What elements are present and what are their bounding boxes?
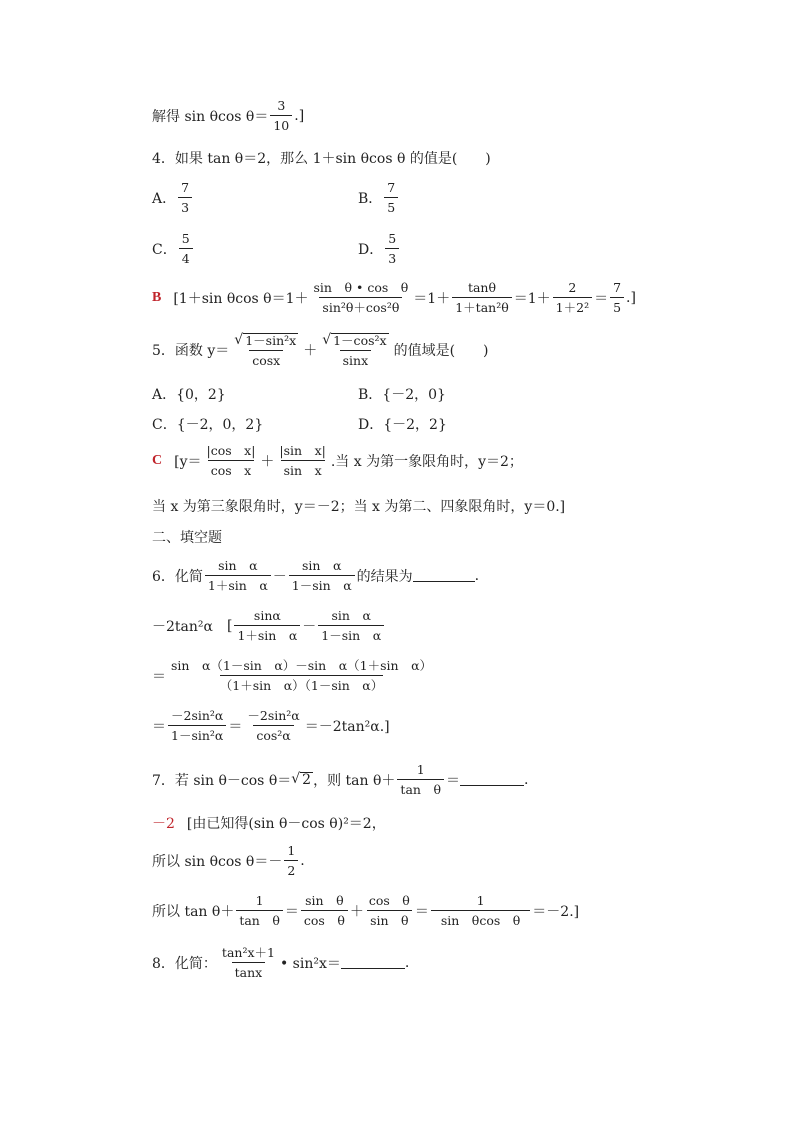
option-c: C． $\frac{5}{4}$ [152,231,195,266]
option-b: B．{－2，0} [358,387,446,403]
answer-letter: C [152,452,163,468]
question-6-step2: ＝ $\frac{\text{sin α（1－sin α）－sin α（1＋sin α）}}{\text{（1＋sin α）（1－sin α）}}$ [152,658,433,693]
question-4-solution: B [1＋sin θcos θ＝1＋ $\frac{\text{sin θ • cos θ}}{\text{sin²θ＋cos²θ}}$ ＝1＋ $\frac{\tan\theta}{\text{1＋tan²θ}}$ ＝1＋ $\frac{2}{\text{1＋2²}}$ ＝ $\frac{7}{5}$ .] [152,280,636,315]
option-b: B． $\frac{7}{5}$ [358,180,400,215]
question-7-step3: 所以 tan θ＋ $\frac{1}{\text{tan θ}}$ ＝ $\frac{\text{sin θ}}{\text{cos θ}}$ ＋ $\frac{\text{cos θ}}{\text{sin θ}}$ ＝ $\frac{1}{\text{sin θcos θ}}$ ＝－2.] [152,893,580,928]
question-8-stem: 8．化简： $\frac{\text{tan²x＋1}}{\tan x}$ • sin²x＝ . [152,945,410,980]
sqrt: √ 2 [291,771,312,788]
question-5-stem: 5．函数 y＝ √ 1－sin²x cosx ＋ √ 1－cos²x sinx 的值域是( ) [152,332,489,368]
option-d: D．{－2，2} [358,417,447,433]
question-7-solution: －2 [由已知得(sin θ－cos θ)²＝2， [152,813,386,833]
question-6-solution: －2tan²α [ $\frac{\sin\alpha}{\text{1＋sin α}}$ － $\frac{\text{sin α}}{\text{1－sin α}}$ [152,608,386,643]
question-6-step3: ＝ $\frac{\text{－2sin²α}}{\text{1－sin²α}}$ ＝ $\frac{\text{－2sin²α}}{\text{cos²α}}$ ＝－2tan²α.] [152,708,390,743]
question-7-step2: 所以 sin θcos θ＝－ $\frac{1}{2}$ . [152,843,305,878]
answer-blank [413,569,475,582]
option-a: A． $\frac{7}{3}$ [152,180,194,215]
question-6-stem: 6．化简 $\frac{\text{sin α}}{\text{1＋sin α}}$ － $\frac{\text{sin α}}{\text{1－sin α}}$ 的结果为 . [152,558,480,593]
question-4-stem: 4．如果 tan θ＝2，那么 1＋sin θcos θ 的值是( ) [152,151,491,167]
option-c: C．{－2，0，2} [152,417,264,433]
answer-blank [341,956,405,969]
section-heading: 二、填空题 [152,530,222,546]
answer-letter: B [152,289,162,305]
fraction: $\frac{3}{10}$ [270,98,292,133]
question-5-solution-cont: 当 x 为第三象限角时，y＝－2；当 x 为第二、四象限角时，y＝0.] [152,499,566,515]
question-5-solution: C [y＝ $\frac{\text{|cos x|}}{\text{cos x}}$ ＋ $\frac{\text{|sin x|}}{\text{sin x}}$ .当 x 为第一象限角时，y＝2； [152,443,523,478]
option-d: D． $\frac{5}{3}$ [358,231,401,266]
answer-text: －2tan²α [152,618,213,635]
question-7-stem: 7．若 sin θ－cos θ＝ √ 2 ，则 tan θ＋ $\frac{1}{\text{tan θ}}$ ＝ . [152,762,529,797]
option-a: A．{0，2} [152,387,226,403]
solution-line-q3: 解得 sin θcos θ＝ $\frac{3}{10}$ .] [152,98,305,133]
answer-blank [460,773,524,786]
answer-text: －2 [152,816,175,832]
